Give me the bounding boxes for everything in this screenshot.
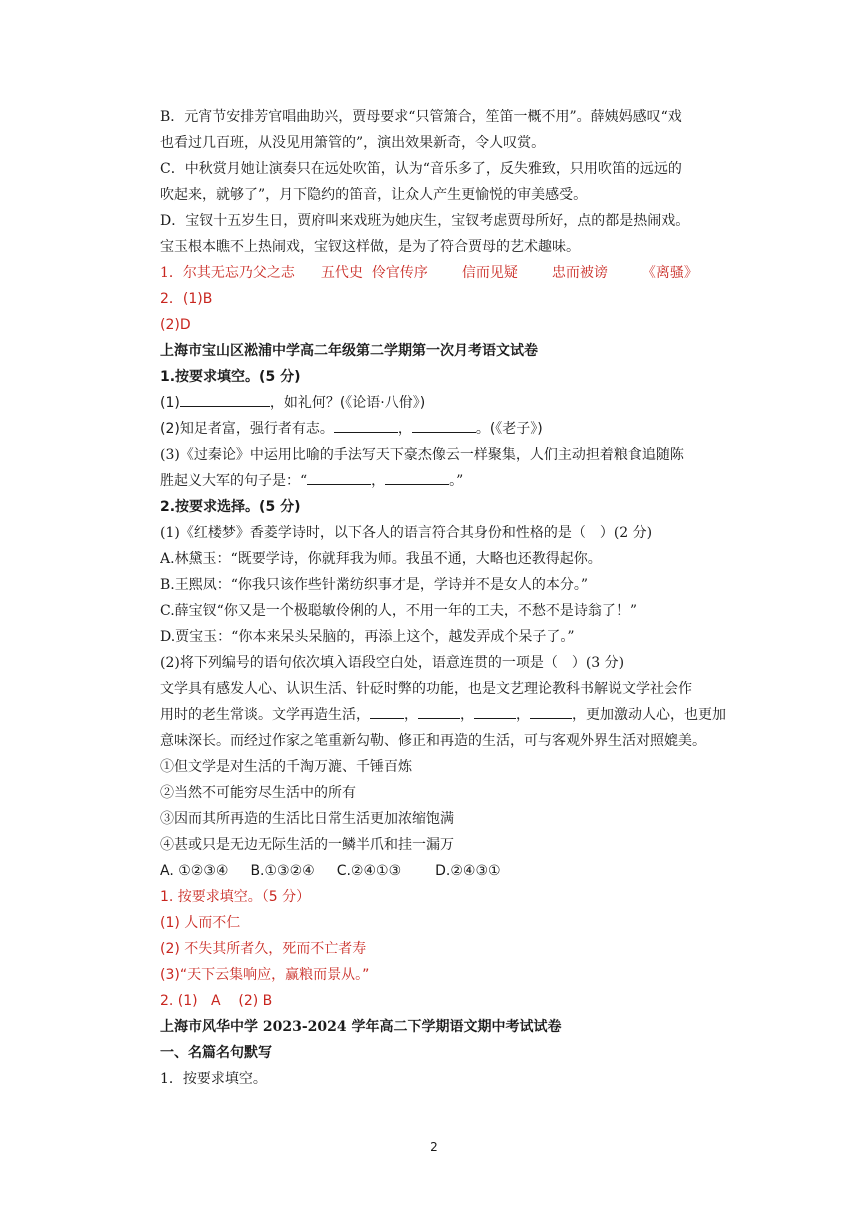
question-2-1-option-b: B.王熙凤：“你我只该作些针黹纺织事才是，学诗并不是女人的本分。” bbox=[160, 577, 589, 593]
passage-line2-prefix: 用时的老生常谈。文学再造生活， bbox=[160, 707, 370, 723]
passage-line2 bbox=[160, 702, 740, 728]
item-1: ①但文学是对生活的千淘万漉、千锤百炼 bbox=[160, 759, 412, 775]
answer-1-part5: 忠而被谤 bbox=[551, 265, 608, 281]
section-title-songpu: 上海市宝山区淞浦中学高二年级第二学期第一次月考语文试卷 bbox=[160, 343, 538, 359]
option-c-line1: C．中秋赏月她让演奏只在远处吹笛，认为“音乐多了，反失雅致，只用吹笛的远远的 bbox=[160, 161, 682, 177]
passage-line3: 意味深长。而经过作家之笔重新勾勒、修正和再造的生活，可与客观外界生活对照媲美。 bbox=[160, 733, 706, 749]
q1-3-prefix: 胜起义大军的句子是：“ bbox=[160, 473, 308, 489]
option-d-line2: 宝玉根本瞧不上热闹戏，宝钗这样做，是为了符合贾母的艺术趣味。 bbox=[160, 239, 580, 255]
passage-line2-suffix: ，更加激动人心，也更加 bbox=[572, 707, 726, 723]
choice-c: C.②④①③ bbox=[336, 863, 402, 879]
answer-choice: 2. (1) A (2) B bbox=[160, 993, 273, 1009]
option-d-line1: D．宝钗十五岁生日，贾府叫来戏班为她庆生，宝钗考虑贾母所好，点的都是热闹戏。 bbox=[160, 213, 690, 229]
answer-heading: 1. 按要求填空。（5 分） bbox=[160, 889, 311, 905]
part-heading: 一、名篇名句默写 bbox=[160, 1045, 272, 1061]
q1-1-blank bbox=[180, 390, 270, 407]
answer-1-part3: 伶官传序 bbox=[371, 265, 428, 281]
q1-3-sep: ， bbox=[371, 473, 386, 489]
question-1-3-line1: (3)《过秦论》中运用比喻的手法写天下豪杰像云一样聚集，人们主动担着粮食追随陈 bbox=[160, 447, 684, 463]
question-2-1-option-a: A.林黛玉：“既要学诗，你就拜我为师。我虽不通，大略也还教得起你。 bbox=[160, 551, 602, 567]
passage-sep-3: ， bbox=[516, 707, 530, 723]
option-c-line2: 吹起来，就够了”，月下隐约的笛音，让众人产生更愉悦的审美感受。 bbox=[160, 187, 588, 203]
question-2-1-option-d: D.贾宝玉：“你本来呆头呆脑的，再添上这个，越发弄成个呆子了。” bbox=[160, 629, 575, 645]
item-3: ③因而其所再造的生活比日常生活更加浓缩饱满 bbox=[160, 811, 454, 827]
answer-1-line bbox=[160, 260, 740, 286]
answer-2-line2: (2)D bbox=[160, 317, 191, 333]
q1-3-suffix: 。” bbox=[449, 473, 464, 489]
option-b-line1: B．元宵节安排芳官唱曲助兴，贾母要求“只管箫合，笙笛一概不用”。薛姨妈感叹“戏 bbox=[160, 109, 682, 125]
answer-1-prefix: 1． bbox=[160, 265, 183, 281]
q1-2-blank-2 bbox=[412, 416, 476, 433]
answer-1-part6: 《离骚》 bbox=[641, 265, 698, 281]
passage-sep-2: ， bbox=[460, 707, 474, 723]
question-1-3-line2 bbox=[160, 468, 740, 494]
answer-fill-3: (3)“天下云集响应，赢粮而景从。” bbox=[160, 967, 370, 983]
q1-3-blank-1 bbox=[307, 468, 371, 485]
fenghua-question-1: 1．按要求填空。 bbox=[160, 1071, 267, 1087]
question-1-heading: 1.按要求填空。(5 分) bbox=[160, 369, 301, 385]
answer-fill-1: (1) 人而不仁 bbox=[160, 915, 241, 931]
q1-2-prefix: (2)知足者富，强行者有志。 bbox=[160, 421, 334, 437]
passage-line1: 文学具有感发人心、认识生活、针砭时弊的功能，也是文艺理论教科书解说文学社会作 bbox=[160, 681, 692, 697]
passage-blank-4 bbox=[530, 702, 572, 719]
item-4: ④甚或只是无边无际生活的一鳞半爪和挂一漏万 bbox=[160, 837, 454, 853]
passage-blank-3 bbox=[474, 702, 516, 719]
q1-1-suffix: ，如礼何？(《论语·八佾》) bbox=[269, 395, 426, 411]
item-2: ②当然不可能穷尽生活中的所有 bbox=[160, 785, 356, 801]
passage-blank-1 bbox=[370, 702, 404, 719]
page-number: 2 bbox=[430, 1140, 438, 1154]
choice-a: A. ①②③④ bbox=[160, 863, 229, 879]
question-1-2 bbox=[160, 416, 740, 442]
choices-line bbox=[160, 858, 740, 884]
question-2-1-option-c: C.薛宝钗“你又是一个极聪敏伶俐的人，不用一年的工夫，不愁不是诗翁了！” bbox=[160, 603, 637, 619]
question-2-heading: 2.按要求选择。(5 分) bbox=[160, 499, 301, 515]
answer-1-part4: 信而见疑 bbox=[461, 265, 518, 281]
choice-d: D.②④③① bbox=[435, 863, 501, 879]
question-1-1 bbox=[160, 390, 740, 416]
passage-sep-1: ， bbox=[404, 707, 418, 723]
q1-1-prefix: (1) bbox=[160, 395, 180, 411]
passage-blank-2 bbox=[418, 702, 460, 719]
answer-fill-2: (2) 不失其所者久，死而不亡者寿 bbox=[160, 941, 367, 957]
q1-2-sep: ， bbox=[397, 421, 412, 437]
choice-b: B.①③②④ bbox=[250, 863, 315, 879]
answer-1-part1: 尔其无忘乃父之志 bbox=[182, 265, 295, 281]
answer-2-line1: 2．(1)B bbox=[160, 291, 213, 307]
answer-1-part2: 五代史 bbox=[320, 265, 363, 281]
question-2-1-stem: (1)《红楼梦》香菱学诗时，以下各人的语言符合其身份和性格的是（ ）(2 分) bbox=[160, 525, 653, 541]
q1-2-blank-1 bbox=[334, 416, 398, 433]
section-title-fenghua: 上海市风华中学 2023-2024 学年高二下学期语文期中考试试卷 bbox=[160, 1019, 562, 1035]
option-b-line2: 也看过几百班，从没见用箫管的”，演出效果新奇，令人叹赏。 bbox=[160, 135, 546, 151]
question-2-2-stem: (2)将下列编号的语句依次填入语段空白处，语意连贯的一项是（ ）(3 分) bbox=[160, 655, 625, 671]
q1-3-blank-2 bbox=[385, 468, 449, 485]
page-content bbox=[160, 104, 740, 1092]
q1-2-suffix: 。(《老子》) bbox=[475, 421, 543, 437]
